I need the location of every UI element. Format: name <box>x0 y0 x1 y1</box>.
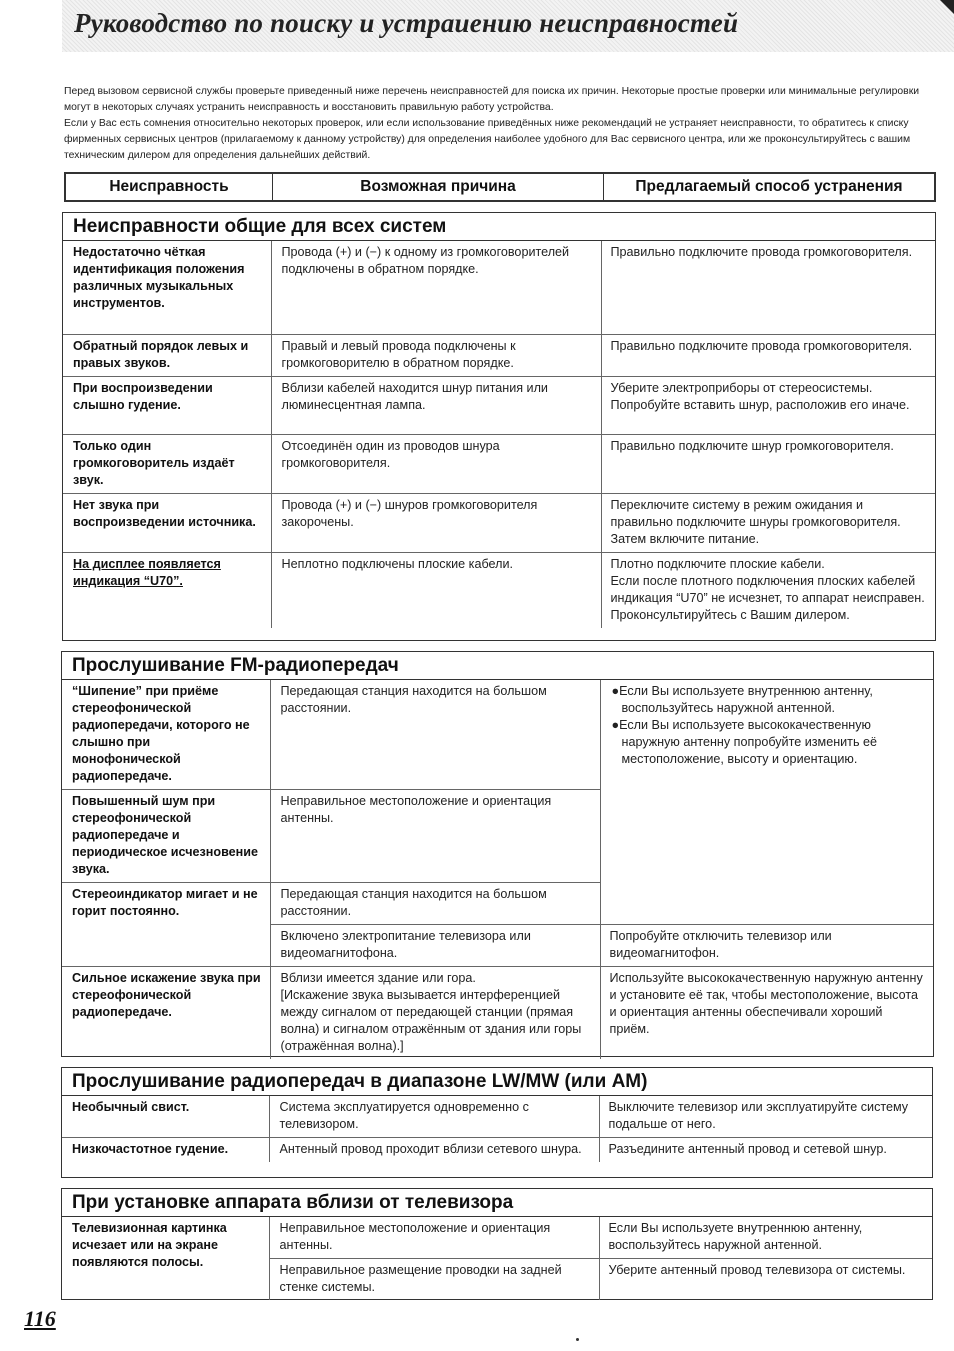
table-row <box>63 334 935 376</box>
table-row <box>62 1096 932 1138</box>
cause-cell: Провода (+) и (−) к одному из громкоговорителей подключены в обратном порядке. <box>271 241 601 334</box>
solution-bullet: ●Если Вы используете внутреннюю антенну, воспользуйтесь наружной антенной. <box>611 684 873 715</box>
table-row <box>62 1138 932 1163</box>
problem-cell: Обратный порядок левых и правых звуков. <box>63 334 271 376</box>
solution-cell: Переключите систему в режим ожидания и правильно подключите шнуры громкоговорителя. Затем включите питание. <box>601 493 935 552</box>
table-row <box>62 680 933 790</box>
solution-cell: Уберите электроприборы от стереосистемы. Попробуйте вставить шнур, расположив его иначе. <box>601 376 935 434</box>
problem-cell: Низкочастотное гудение. <box>62 1138 269 1163</box>
problem-cell: Нет звука при воспроизведении источника. <box>63 493 271 552</box>
header-solution: Предлагаемый способ устранения <box>603 174 934 200</box>
table-row <box>63 434 935 493</box>
section-fm <box>61 651 934 1057</box>
section-table <box>62 680 933 1059</box>
section-title: Прослушивание радиопередач в диапазоне LW/MW (или AM) <box>62 1068 932 1096</box>
cause-cell: Передающая станция находится на большом расстоянии. <box>270 680 600 790</box>
problem-cell: Повышенный шум при стереофонической радиопередаче и периодическое исчезновение звука. <box>62 790 270 883</box>
cause-cell: Правый и левый провода подключены к громкоговорителю в обратном порядке. <box>271 334 601 376</box>
cause-cell: Передающая станция находится на большом расстоянии. <box>270 883 600 925</box>
cause-line: Вблизи имеется здание или гора. <box>280 971 476 985</box>
header-cause: Возможная причина <box>272 174 603 200</box>
cause-cell: Система эксплуатируется одновременно с телевизором. <box>269 1096 599 1138</box>
solution-cell: Выключите телевизор или эксплуатируйте систему подальше от него. <box>599 1096 932 1138</box>
section-tv <box>61 1188 933 1300</box>
problem-text: На дисплее появляется индикация “U70”. <box>73 556 221 588</box>
problem-cell: Телевизионная картинка исчезает или на экране появляются полосы. <box>72 1221 227 1269</box>
stray-dot <box>576 1338 579 1341</box>
section-table <box>62 1217 932 1300</box>
section-table <box>62 1096 932 1162</box>
problem-cell: Необычный свист. <box>72 1100 190 1114</box>
section-general <box>62 212 936 641</box>
solution-bullet: ●Если Вы используете высококачественную наружную антенну попробуйте изменить её местоположение, высоту и ориентацию. <box>611 718 878 766</box>
intro-paragraph-2: Если у Вас есть сомнения относительно некоторых проверок, или если использование приведённых ниже рекомендаций не устраняет неисправности, то обратитесь к списку фирменных сервисных центров (прилагаемому к данному устройству) для определения наиболее удобного для Вас сервисного центра, или же проконсультируйтесь с вашим техническим дилером для определения дальнейших действий. <box>64 118 911 161</box>
table-row <box>62 967 933 1060</box>
solution-line: Плотно подключите плоские кабели. <box>610 556 825 571</box>
problem-cell: При воспроизведении слышно гудение. <box>63 376 271 434</box>
problem-cell: Стереоиндикатор мигает и не горит постоянно. <box>62 883 270 967</box>
problem-cell: Только один громкоговоритель издаёт звук. <box>63 434 271 493</box>
problem-cell: Сильное искажение звука при стереофонической радиопередаче. <box>62 967 270 1060</box>
problem-cell: Недостаточно чёткая идентификация положения различных музыкальных инструментов. <box>73 245 245 310</box>
intro-paragraph-1: Перед вызовом сервисной службы проверьте приведенный ниже перечень неисправностей для поиска их причин. Некоторые простые проверки или минимальные регулировки могут в некоторых случаях устранить неисправность и восстановить правильную работу устройства. <box>64 86 920 113</box>
column-header-row <box>64 172 936 202</box>
section-title: Неисправности общие для всех систем <box>63 213 935 241</box>
page-title: Руководство по поиску и устраиению неисправностей <box>74 8 739 38</box>
table-row <box>63 552 935 628</box>
page-number: 116 <box>24 1306 56 1331</box>
solution-cell: Если Вы используете внутреннюю антенну, воспользуйтесь наружной антенной. <box>599 1217 932 1259</box>
cause-cell: Отсоединён один из проводов шнура громкоговорителя. <box>271 434 601 493</box>
solution-cell <box>601 552 935 628</box>
solution-cell: Правильно подключите провода громкоговорителя. <box>601 334 935 376</box>
problem-cell <box>63 552 271 628</box>
section-title: Прослушивание FM-радиопередач <box>62 652 933 680</box>
section-table <box>63 241 935 628</box>
solution-cell: Разъедините антенный провод и сетевой шнур. <box>599 1138 932 1163</box>
corner-mark <box>940 0 954 14</box>
solution-cell <box>600 680 933 925</box>
cause-cell: Неправильное местоположение и ориентация антенны. <box>269 1217 599 1259</box>
cause-cell: Вблизи кабелей находится шнур питания или люминесцентная лампа. <box>271 376 601 434</box>
solution-cell: Используйте высококачественную наружную антенну и установите её так, чтобы местоположение, высота и ориентация антенны обеспечивали хороший приём. <box>600 967 933 1060</box>
solution-cell: Попробуйте отключить телевизор или видеомагнитофон. <box>600 925 933 967</box>
solution-cell: Уберите антенный провод телевизора от системы. <box>599 1259 932 1301</box>
cause-cell: Антенный провод проходит вблизи сетевого шнура. <box>269 1138 599 1163</box>
problem-cell: “Шипение” при приёме стереофонической радиопередачи, которого не слышно при монофонической радиопередаче. <box>72 684 250 783</box>
table-row <box>63 376 935 434</box>
solution-line: Если после плотного подключения плоских кабелей индикация “U70” не исчезнет, то аппарат неисправен. <box>610 573 925 605</box>
solution-cell: Правильно подключите шнур громкоговорителя. <box>601 434 935 493</box>
solution-line: Проконсультируйтесь с Вашим дилером. <box>610 607 850 622</box>
table-row <box>63 493 935 552</box>
table-row <box>62 1217 932 1259</box>
cause-cell: Неплотно подключены плоские кабели. <box>271 552 601 628</box>
cause-cell: Провода (+) и (−) шнуров громкоговорителя закорочены. <box>271 493 601 552</box>
title-banner <box>62 0 954 52</box>
section-lwmw <box>61 1067 933 1178</box>
cause-cell: Включено электропитание телевизора или видеомагнитофона. <box>270 925 600 967</box>
section-title: При установке аппарата вблизи от телевизора <box>62 1189 932 1217</box>
cause-line: [Искажение звука вызывается интерференцией между сигналом от передающей станции (прямая волна) и сигналом отражённым от здания или горы (отражённая волна).] <box>280 988 582 1053</box>
table-row <box>63 241 935 334</box>
cause-cell: Неправильное местоположение и ориентация антенны. <box>270 790 600 883</box>
header-problem: Неисправность <box>109 178 229 195</box>
intro-text <box>64 84 942 164</box>
solution-cell: Правильно подключите провода громкоговорителя. <box>601 241 935 334</box>
cause-cell: Неправильное размещение проводки на задней стенке системы. <box>269 1259 599 1301</box>
cause-cell <box>270 967 600 1060</box>
